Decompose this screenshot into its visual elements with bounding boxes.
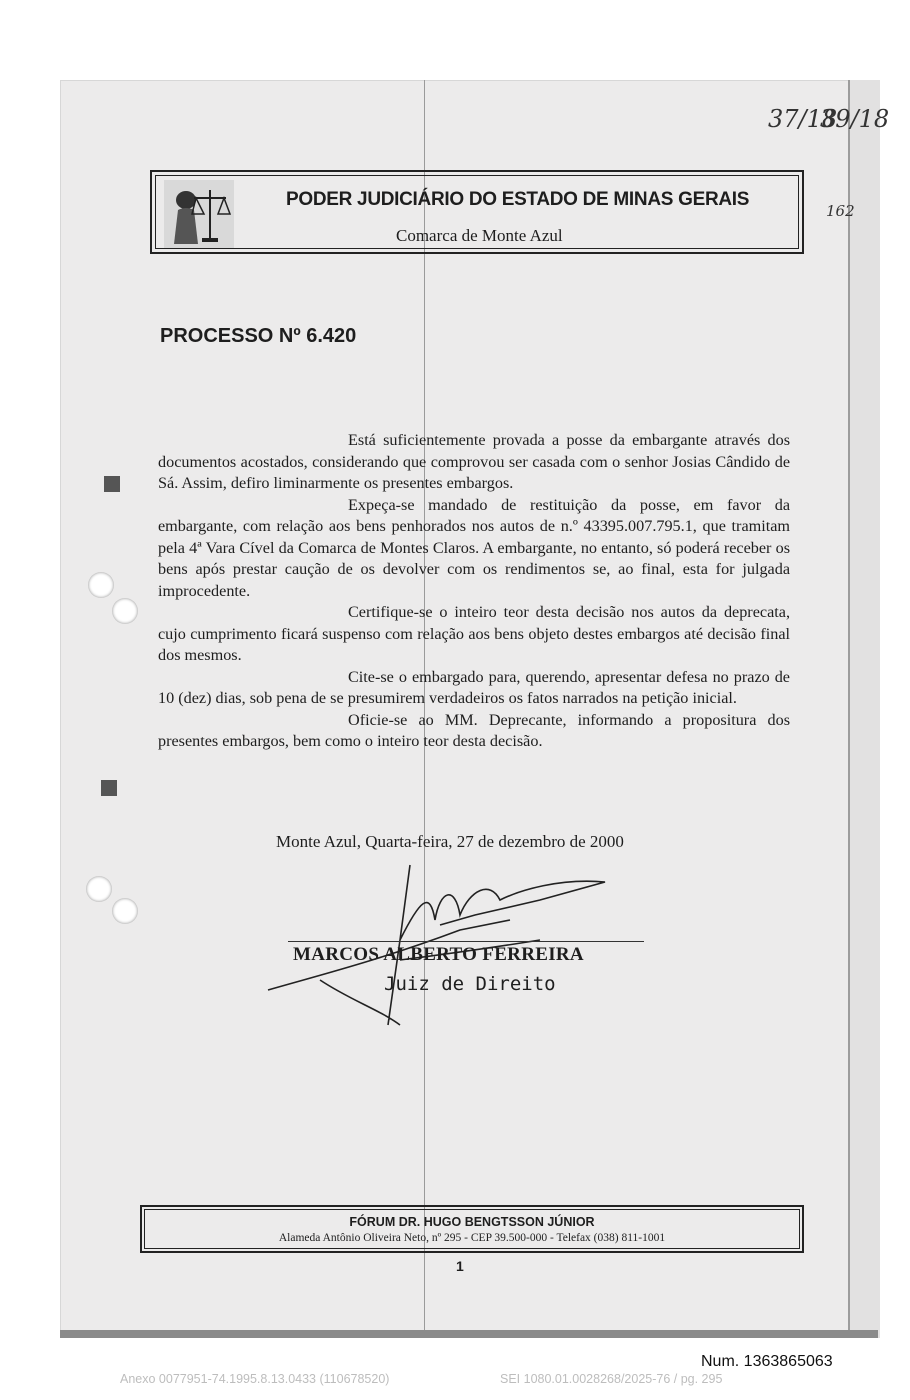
signatory-name: MARCOS ALBERTO FERREIRA [293,944,584,965]
justice-emblem-icon [164,180,234,248]
footer-address: Alameda Antônio Oliveira Neto, nº 295 - CEP 39.500-000 - Telefax (038) 811-1001 [278,1232,666,1244]
signature-line [288,941,644,942]
binder-hole [88,572,114,598]
binder-punch-square [101,780,117,796]
letterhead-subtitle: Comarca de Monte Azul [396,226,563,245]
handwritten-folio: 37/18 [768,105,838,133]
annex-reference: Anexo 0077951-74.1995.8.13.0433 (110678520) [120,1372,390,1386]
handwritten-note: 162 [826,202,855,220]
handwritten-folio: 39/18 [820,105,890,133]
paragraph: Cite-se o embargado para, querendo, apresentar defesa no prazo de 10 (dez) dias, sob pena de se presumirem verdadeiros os fatos narrados na petição inicial. [158,667,790,707]
binder-hole [86,876,112,902]
document-number-stamp: Num. 1363865063 [701,1353,833,1370]
paragraph: Está suficientemente provada a posse da embargante através dos documentos acostados, considerando que comprovou ser casada com o senhor Josias Cândido de Sá. Assim, defiro liminarmente os presentes embargos. [158,431,790,492]
footer-title: FÓRUM DR. HUGO BENGTSSON JÚNIOR [349,1215,595,1229]
letterhead-box [150,170,804,254]
process-number: PROCESSO Nº 6.420 [160,325,357,347]
date-line: Monte Azul, Quarta-feira, 27 de dezembro de 2000 [276,832,624,851]
paragraph: Oficie-se ao MM. Deprecante, informando a propositura dos presentes embargos, bem como o inteiro teor desta decisão. [158,710,790,750]
paragraph: Certifique-se o inteiro teor desta decisão nos autos da deprecata, cujo cumprimento ficará suspenso com relação aos bens objeto destes embargos até decisão final dos mesmos. [158,603,790,664]
footer-box [140,1205,804,1253]
binder-hole [112,598,138,624]
sei-reference: SEI 1080.01.0028268/2025-76 / pg. 295 [500,1372,723,1386]
letterhead-title: PODER JUDICIÁRIO DO ESTADO DE MINAS GERAIS [286,189,750,210]
page-bottom-edge [60,1330,878,1338]
signatory-title: Juiz de Direito [384,973,556,995]
decision-text [158,430,790,753]
page-number: 1 [456,1258,464,1274]
paragraph: Expeça-se mandado de restituição da posse, em favor da embargante, com relação aos bens penhorados nos autos de n.º 43395.007.795.1, que tramitam pela 4ª Vara Cível da Comarca de Montes Claros. A embargante, no entanto, só poderá receber os bens após prestar caução de os devolver com os rendimentos se, ao final, esta for julgada improcedente. [158,495,790,600]
binder-punch-square [104,476,120,492]
binder-hole [112,898,138,924]
page-edge-shadow [848,80,880,1338]
